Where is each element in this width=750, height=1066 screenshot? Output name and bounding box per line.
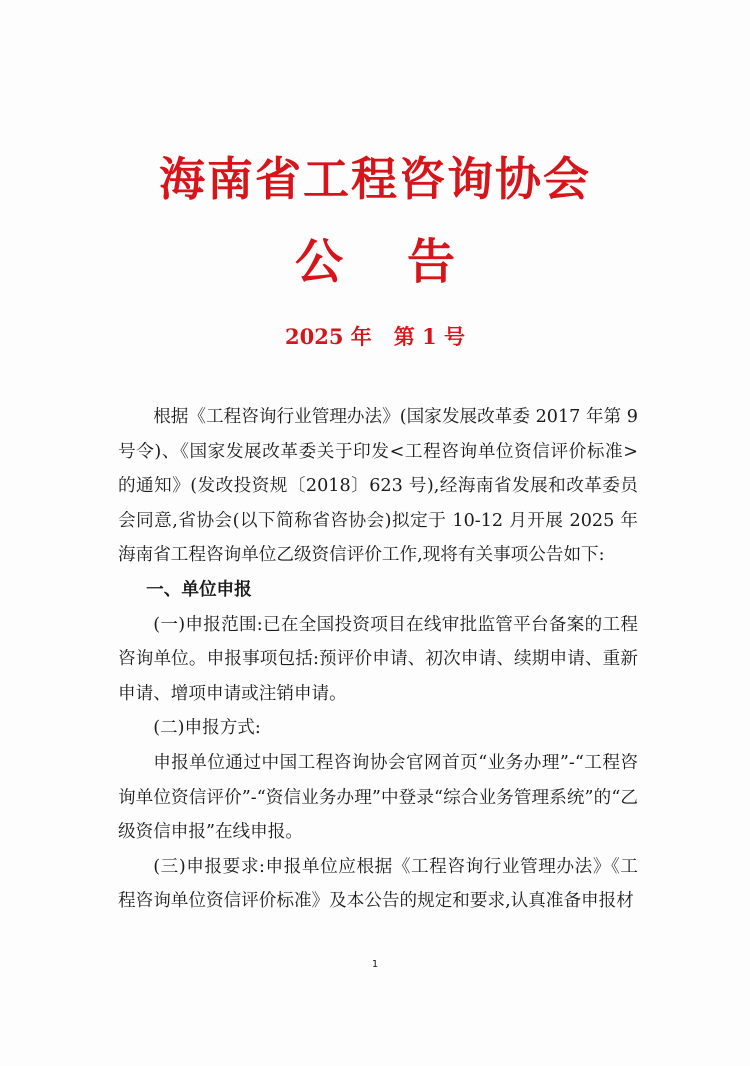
section-heading-unit-application: 一、单位申报 [146,578,252,600]
document-number: 2025 年 第 1 号 [285,324,465,349]
document-body [118,400,638,919]
intro-paragraph: 根据《工程咨询行业管理办法》(国家发展改革委 2017 年第 9 号令)、《国家发展改革委关于印发<工程咨询单位资信评价标准>的通知》(发改投资规〔2018〕623 号),经海南省发展和改革委员会同意,省协会(以下简称省咨协会)拟定于 10-12 月开展 2025 年海南省工程咨询单位乙级资信评价工作,现将有关事项公告如下: [118,407,638,566]
application-method-paragraph: 申报单位通过中国工程咨询协会官网首页“业务办理”-“工程咨询单位资信评价”-“资信业务办理”中登录“综合业务管理系统”的“乙级资信申报”在线申报。 [118,752,638,843]
application-scope-paragraph: (一)申报范围:已在全国投资项目在线审批监管平台备案的工程咨询单位。申报事项包括:预评价申请、初次申请、续期申请、重新申请、增项申请或注销申请。 [118,614,638,704]
application-requirements-paragraph: (三)申报要求:申报单位应根据《工程咨询行业管理办法》《工程咨询单位资信评价标准》及本公告的规定和要求,认真准备申报材 [118,856,638,912]
organization-title: 海南省工程咨询协会 [159,152,591,206]
document-type-title: 公告 [294,234,519,290]
page-number: 1 [371,959,379,970]
application-method-heading: (二)申报方式: [153,718,261,739]
